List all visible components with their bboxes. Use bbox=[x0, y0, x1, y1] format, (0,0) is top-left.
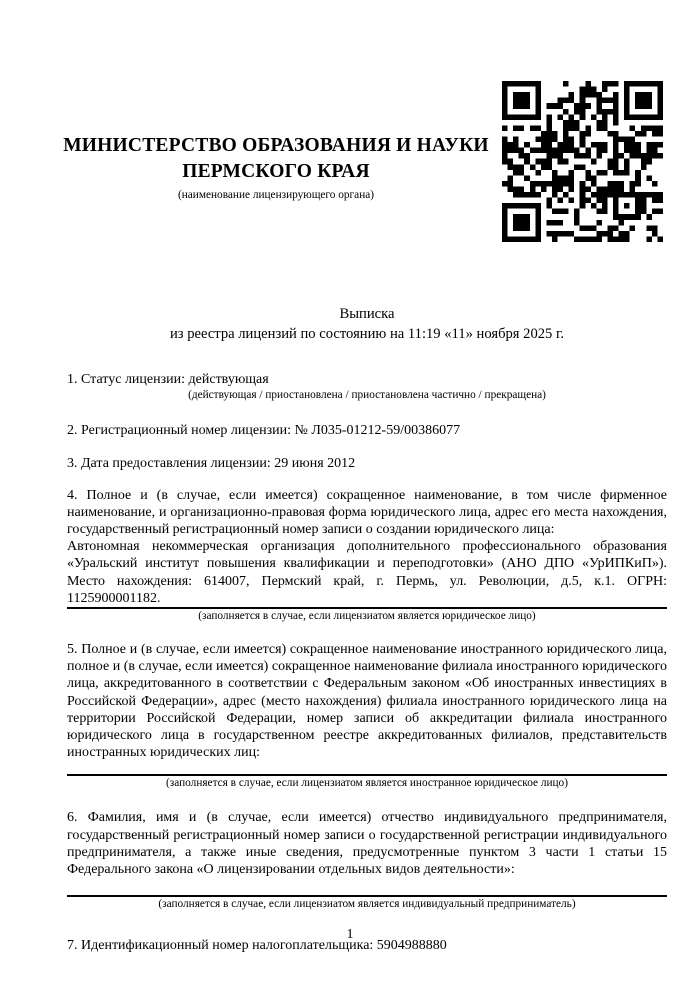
licensing-authority-caption: (наименование лицензирующего органа) bbox=[177, 189, 375, 201]
document-body bbox=[67, 305, 667, 954]
field-legal-entity-caption: (заполняется в случае, если лицензиатом является юридическое лицо) bbox=[198, 610, 536, 623]
field-legal-entity bbox=[67, 487, 667, 624]
field-foreign-entity-label: 5. Полное и (в случае, если имеется) сокращенное наименование иностранного юридического лица, полное и (в случае, если имеется) сокращенное наименование филиала иностранного юридического лица, аккредитованного в соответствии с Федеральным законом «Об иностранных инвестициях в Российской Федерации», адрес (место нахождения) филиала иностранного юридического лица на территории Российской Федерации, номер записи об аккредитации филиала иностранного юридического лица в государственном реестре аккредитованных филиалов, представительств иностранных юридических лиц: bbox=[67, 642, 667, 761]
document-subtitle: из реестра лицензий по состоянию на 11:19 «11» ноября 2025 г. bbox=[169, 325, 564, 342]
document-title-block bbox=[67, 305, 667, 344]
field-legal-entity-value: Автономная некоммерческая организация дополнительного профессионального образования «Уральский институт повышения квалификации и переподготовки» (АНО ДПО «УрИПКиП»). Место нахождения: 614007, Пермский край, г. Пермь, ул. Революции, д.5, к.1. ОГРН: 1125900001182. bbox=[67, 539, 667, 606]
field-individual-entrepreneur-label: 6. Фамилия, имя и (в случае, если имеется) отчество индивидуального предпринимателя, государственный регистрационный номер записи о государственной регистрации индивидуального предпринимателя, а также иные сведения, предусмотренные пунктом 3 части 1 статьи 15 Федерального закона «О лицензировании отдельных видов деятельности»: bbox=[67, 810, 667, 878]
page-number: 1 bbox=[346, 927, 354, 942]
ministry-header bbox=[0, 133, 552, 202]
field-license-status bbox=[67, 371, 667, 403]
licensing-authority-name-line2: ПЕРМСКОГО КРАЯ bbox=[182, 161, 370, 182]
field-registration-number: 2. Регистрационный номер лицензии: № Л035-01212-59/00386077 bbox=[67, 423, 461, 439]
field-individual-entrepreneur-value bbox=[67, 878, 667, 895]
field-individual-entrepreneur-caption: (заполняется в случае, если лицензиатом является индивидуальный предприниматель) bbox=[158, 898, 576, 911]
field-foreign-entity-value bbox=[67, 761, 667, 774]
field-foreign-entity-caption: (заполняется в случае, если лицензиатом является иностранное юридическое лицо) bbox=[166, 777, 568, 790]
field-legal-entity-label: 4. Полное и (в случае, если имеется) сокращенное наименование, в том числе фирменное наименование, и организационно-правовая форма юридического лица, адрес его места нахождения, государственный регистрационный номер записи о создании юридического лица: bbox=[67, 487, 667, 538]
licensing-authority-name-line1: МИНИСТЕРСТВО ОБРАЗОВАНИЯ И НАУКИ bbox=[63, 135, 489, 156]
field-license-status-caption: (действующая / приостановлена / приостановлена частично / прекращена) bbox=[188, 389, 546, 402]
qr-code-icon bbox=[502, 81, 663, 242]
field-foreign-entity bbox=[67, 641, 667, 791]
field-license-date: 3. Дата предоставления лицензии: 29 июня 2012 bbox=[67, 456, 356, 472]
field-license-status-text: 1. Статус лицензии: действующая bbox=[67, 372, 269, 387]
field-taxpayer-id: 7. Идентификационный номер налогоплательщика: 5904988880 bbox=[67, 938, 447, 954]
document-title: Выписка bbox=[339, 306, 395, 322]
field-individual-entrepreneur bbox=[67, 809, 667, 912]
